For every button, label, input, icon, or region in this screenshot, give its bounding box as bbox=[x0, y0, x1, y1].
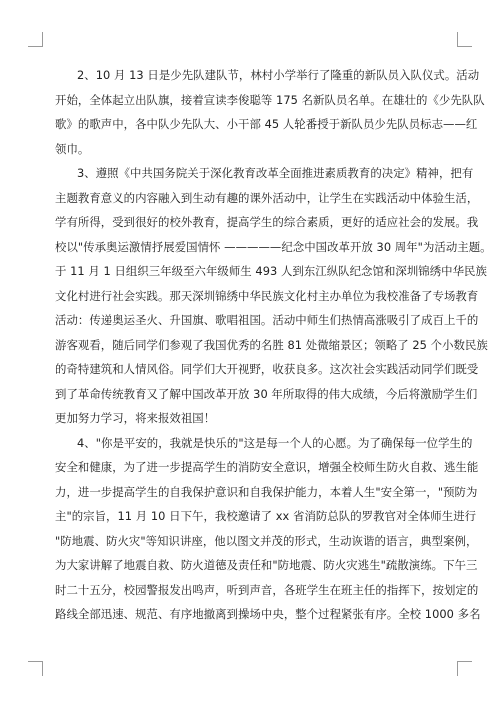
paragraph-4-line: 为大家讲解了地震自救、防火道德及责任和"防地震、防火灾逃生"疏散演练。下午三 bbox=[55, 558, 478, 572]
paragraph-4-line: "防地震、防火灾"等知识讲座，他以图文并茂的形式，生动诙谐的语言，典型案例， bbox=[55, 533, 478, 548]
paragraph-3-line: 到了革命传统教育又了解中国改革开放 30 年所取得的伟大成绩，今后将激励学生们 bbox=[55, 386, 478, 401]
paragraph-3-line: 主题教育意义的内容融入到生动有趣的课外活动中，让学生在实践活动中体验生活， bbox=[55, 190, 479, 205]
paragraph-2-line: 领巾。 bbox=[55, 141, 90, 156]
paragraph-3-line: 于 11 月 1 日组织三年级至六年级师生 493 人到东江纵队纪念馆和深圳锦绣中华民族 bbox=[55, 264, 487, 278]
crop-mark-bottom-right bbox=[457, 661, 472, 676]
paragraph-4-line: 时二十五分，校园警报发出鸣声，听到声音，各班学生在班主任的指挥下，按划定的 bbox=[55, 582, 479, 597]
crop-mark-bottom-left bbox=[28, 661, 43, 676]
paragraph-4-line: 主"的宗旨，11 月 10 日下午，我校邀请了 xx 省消防总队的罗教官对全体师生进行 bbox=[55, 509, 477, 523]
crop-mark-top-right bbox=[457, 32, 472, 47]
paragraph-3-line: 文化村进行社会实践。那天深圳锦绣中华民族文化村主办单位为我校准备了专场教育 bbox=[55, 288, 479, 303]
paragraph-4-line: 力，进一步提高学生的自我保护意识和自我保护能力，本着人生"安全第一，"预防为 bbox=[55, 484, 478, 499]
paragraph-3-line: 活动：传递奥运圣火、升国旗、歌唱祖国。活动中师生们热情高涨吸引了成百上千的 bbox=[55, 313, 479, 327]
paragraph-3-line: 学有所得，受到很好的校外教育，提高学生的综合素质，更好的适应社会的发展。我 bbox=[55, 215, 479, 229]
crop-mark-top-left bbox=[28, 32, 43, 47]
paragraph-2-line: 歌》的歌声中，各中队少先队大、小干部 45 人轮番授于新队员少先队员标志——红 bbox=[55, 117, 478, 131]
paragraph-3-line: 更加努力学习，将来报效祖国！ bbox=[55, 411, 216, 425]
paragraph-3-line: 游客观看，随后同学们参观了我国优秀的名胜 81 处微缩景区；领略了 25 个小数民族 bbox=[55, 337, 488, 352]
paragraph-3-line: 3、遵照《中共国务院关于深化教育改革全面推进素质教育的决定》精神，把有 bbox=[77, 166, 474, 180]
paragraph-4-line: 4、"你是平安的，我就是快乐的"这是每一个人的心愿。为了确保每一位学生的 bbox=[77, 435, 473, 450]
paragraph-4-line: 安全和健康，为了进一步提高学生的消防安全意识，增强全校师生防火自救、逃生能 bbox=[55, 460, 479, 474]
paragraph-3-line: 的奇特建筑和人情风俗。同学们大开视野，收获良多。这次社会实践活动同学们既受 bbox=[55, 362, 479, 376]
paragraph-2-line: 2、10 月 13 日是少先队建队节，林村小学举行了隆重的新队员入队仪式。活动 bbox=[77, 68, 480, 82]
document-body bbox=[55, 63, 492, 627]
paragraph-4-line: 路线全部迅速、规范、有序地撤离到操场中央，整个过程紧张有序。全校 1000 多名 bbox=[55, 607, 481, 621]
paragraph-2-line: 开始，全体起立出队旗，接着宣读李俊聪等 175 名新队员名单。在雄壮的《少先队队 bbox=[55, 92, 485, 107]
paragraph-3-line: 校以"传承奥运激情抒展爱国情怀 —————纪念中国改革开放 30 周年"为活动主题。 bbox=[55, 239, 492, 254]
